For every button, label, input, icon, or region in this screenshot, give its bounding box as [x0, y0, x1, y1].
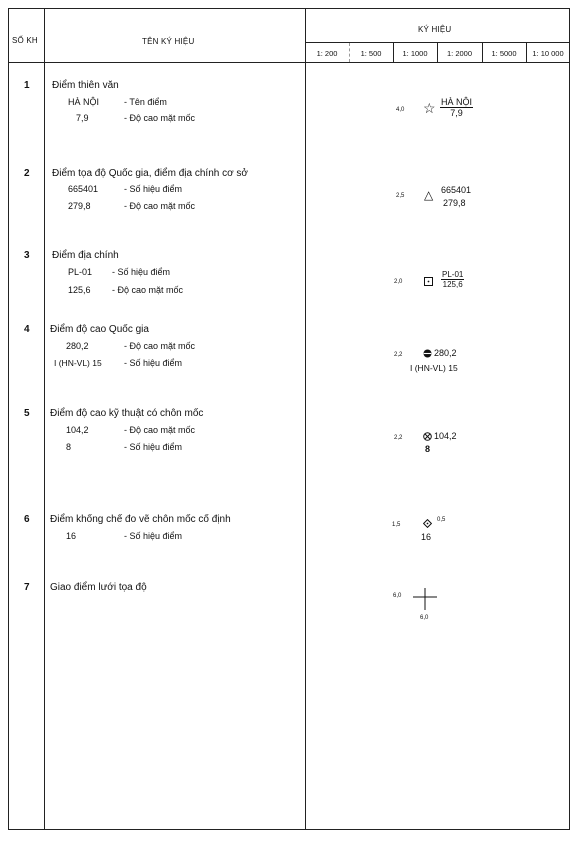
symbol-label-bottom: I (HN-VL) 15 — [410, 363, 458, 373]
square-dot-icon — [424, 277, 433, 286]
sub-code: PL-01 — [68, 267, 93, 277]
symbol-size: 2,2 — [394, 352, 403, 358]
row-title: Giao điểm lưới tọa độ — [50, 582, 147, 593]
symbol-label-bottom: 125,6 — [442, 280, 463, 289]
symbol-label — [440, 97, 473, 118]
symbol-label-top: PL-01 — [442, 270, 464, 279]
scale-1-1000: 1: 1000 — [402, 49, 428, 58]
symbol-label-bottom: 16 — [421, 532, 432, 542]
sub-code: 16 — [66, 531, 77, 541]
star-icon: ☆ — [423, 100, 436, 116]
scale-1-500: 1: 500 — [360, 49, 382, 58]
sub-code: 8 — [66, 442, 72, 452]
row-title: Điểm địa chính — [52, 250, 119, 261]
symbol-label-top: 104,2 — [434, 431, 457, 441]
symbol-label-bottom: 7,9 — [450, 108, 463, 118]
row-number: 7 — [24, 582, 30, 593]
row-number: 2 — [24, 168, 30, 179]
sub-desc: - Độ cao mặt mốc — [124, 113, 196, 123]
sub-code: 280,2 — [66, 341, 89, 351]
symbol-size: 1,5 — [392, 522, 401, 528]
sub-desc: - Số hiệu điểm — [124, 358, 183, 368]
diamond-dot-icon — [423, 519, 432, 528]
row-number: 6 — [24, 514, 30, 525]
symbol-label-bottom: 8 — [425, 444, 431, 454]
scale-1-2000: 1: 2000 — [446, 49, 473, 58]
row-title: Điểm độ cao Quốc gia — [50, 324, 149, 335]
row-title: Điểm thiên văn — [52, 80, 119, 91]
symbol-label-top: 280,2 — [434, 348, 457, 358]
scale-1-5000: 1: 5000 — [491, 49, 517, 58]
sub-desc: - Độ cao mặt mốc — [124, 341, 196, 351]
symbol-label-bottom: 279,8 — [443, 198, 466, 208]
row-title: Điểm tọa độ Quốc gia, điểm địa chính cơ sở — [52, 168, 248, 179]
symbol-size: 4,0 — [396, 107, 405, 113]
row-number: 4 — [24, 324, 30, 335]
sub-desc: - Độ cao mặt mốc — [124, 425, 196, 435]
sub-code: 665401 — [68, 184, 99, 194]
symbol-label — [441, 270, 464, 289]
sub-code: 104,2 — [66, 425, 89, 435]
row-title: Điểm khống chế đo vẽ chôn mốc cố định — [50, 514, 231, 525]
scale-1-10000: 1: 10 000 — [532, 49, 564, 58]
col-divider-name — [305, 8, 306, 830]
sub-desc: - Số hiệu điểm — [124, 442, 183, 452]
row-number: 5 — [24, 408, 30, 419]
sub-desc: - Số hiệu điểm — [124, 531, 183, 541]
sub-desc: - Độ cao mặt mốc — [124, 201, 196, 211]
row-number: 1 — [24, 80, 30, 91]
header-col-symbol: KÝ HIỆU — [418, 25, 452, 34]
col-divider-no — [44, 8, 45, 830]
cross-circle-icon — [423, 432, 432, 441]
row-title: Điểm độ cao kỹ thuật có chôn mốc — [50, 408, 204, 419]
sub-code: 125,6 — [68, 285, 91, 295]
header-col-no: SỐ KH — [12, 36, 38, 45]
header-bottom-line — [8, 62, 570, 63]
benchmark-circle-icon — [423, 349, 432, 358]
symbol-label-top: HÀ NỘI — [441, 97, 473, 107]
sub-code: HÀ NỘI — [68, 97, 100, 107]
triangle-icon: △ — [424, 188, 434, 202]
sub-desc: - Số hiệu điểm — [124, 184, 183, 194]
symbol-size: 2,5 — [396, 193, 405, 199]
symbol-size: 2,0 — [394, 279, 403, 285]
row-number: 3 — [24, 250, 30, 261]
header-col-name: TÊN KÝ HIỆU — [142, 37, 195, 46]
sub-code: 279,8 — [68, 201, 91, 211]
sub-desc: - Số hiệu điểm — [112, 267, 171, 277]
symbol-label-top: 665401 — [441, 185, 472, 195]
symbol-size: 2,2 — [394, 435, 403, 441]
sub-code: I (HN-VL) 15 — [54, 358, 102, 368]
sub-desc: - Độ cao mặt mốc — [112, 285, 184, 295]
symbol-size-extra: 0,5 — [437, 517, 446, 523]
table-frame — [8, 8, 570, 830]
sub-desc: - Tên điểm — [124, 97, 167, 107]
scale-1-200: 1: 200 — [316, 49, 338, 58]
symbol-size-extra: 6,0 — [420, 615, 429, 621]
sub-code: 7,9 — [76, 113, 89, 123]
grid-cross-icon — [411, 586, 439, 612]
symbol-size: 6,0 — [393, 593, 402, 599]
